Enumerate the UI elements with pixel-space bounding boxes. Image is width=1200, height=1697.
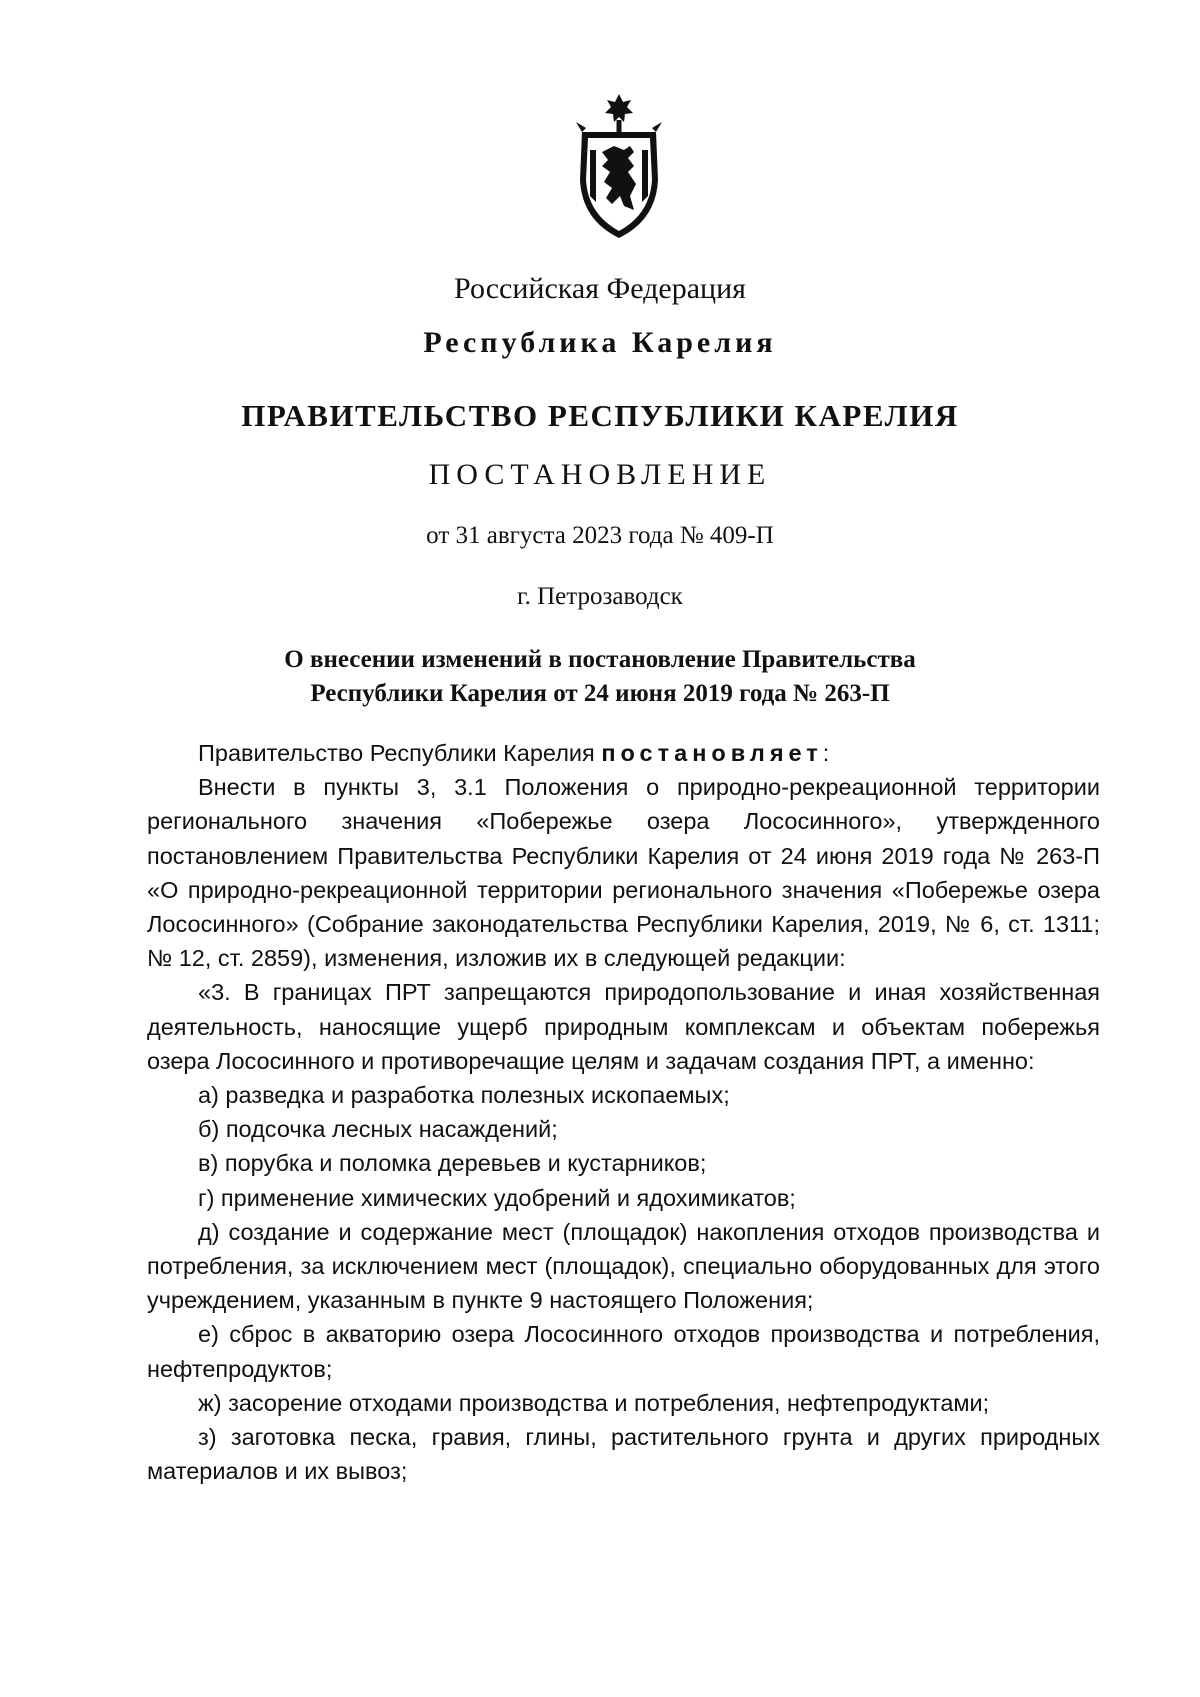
document-title-line-2: Республики Карелия от 24 июня 2019 года № 263-П [310,680,890,707]
list-item-z: з) заготовка песка, гравия, глины, растительного грунта и других природных материалов и их вывоз; [147,1424,1100,1485]
list-item-e: е) сброс в акваторию озера Лососинного отходов производства и потребления, нефтепродуктов; [147,1321,1100,1382]
authority-name: ПРАВИТЕЛЬСТВО РЕСПУБЛИКИ КАРЕЛИЯ [241,398,959,433]
document-body [147,736,1100,1488]
country-name: Российская Федерация [454,272,746,305]
document-title-line-1: О внесении изменений в постановление Правительства [284,646,916,673]
list-item-g: г) применение химических удобрений и ядохимикатов; [198,1184,796,1211]
preamble-paragraph [147,736,1100,770]
preamble-subject: Правительство Республики Карелия [198,740,602,766]
karelia-coat-of-arms-icon [562,92,676,242]
preamble-colon: : [822,740,830,766]
list-item-zh: ж) засорение отходами производства и потребления, нефтепродуктами; [198,1389,990,1416]
list-item-b: б) подсочка лесных насаждений; [198,1116,558,1143]
document-type: ПОСТАНОВЛЕНИЕ [428,458,772,491]
list-item-v: в) порубка и поломка деревьев и кустарников; [198,1150,707,1177]
document-city: г. Петрозаводск [517,583,683,610]
document-date-number: от 31 августа 2023 года № 409-П [426,522,774,549]
clause-3-paragraph: «3. В границах ПРТ запрещаются природопользование и иная хозяйственная деятельность, наносящие ущерб природным комплексам и объектам побережья озера Лососинного и противоречащие целям и задачам создания ПРТ, а именно: [147,979,1100,1074]
list-item-d: д) создание и содержание мест (площадок) накопления отходов производства и потребления, за исключением мест (площадок), специально оборудованных для этого учреждением, указанным в пункте 9 настоящего Положения; [147,1218,1100,1314]
intro-paragraph: Внести в пункты 3, 3.1 Положения о природно-рекреационной территории регионального значения «Побережье озера Лососинного», утвержденного постановлением Правительства Республики Карелия от 24 июня 2019 года № 263-П «О природно-рекреационной территории регионального значения «Побережье озера Лососинного» (Собрание законодательства Республики Карелия, 2019, № 6, ст. 1311; № 12, ст. 2859), изменения, изложив их в следующей редакции: [147,774,1100,972]
list-item-a: а) разведка и разработка полезных ископаемых; [198,1082,730,1109]
preamble-verb: постановляет [601,740,823,766]
republic-name: Республика Карелия [423,326,777,359]
document-title [0,643,1200,711]
